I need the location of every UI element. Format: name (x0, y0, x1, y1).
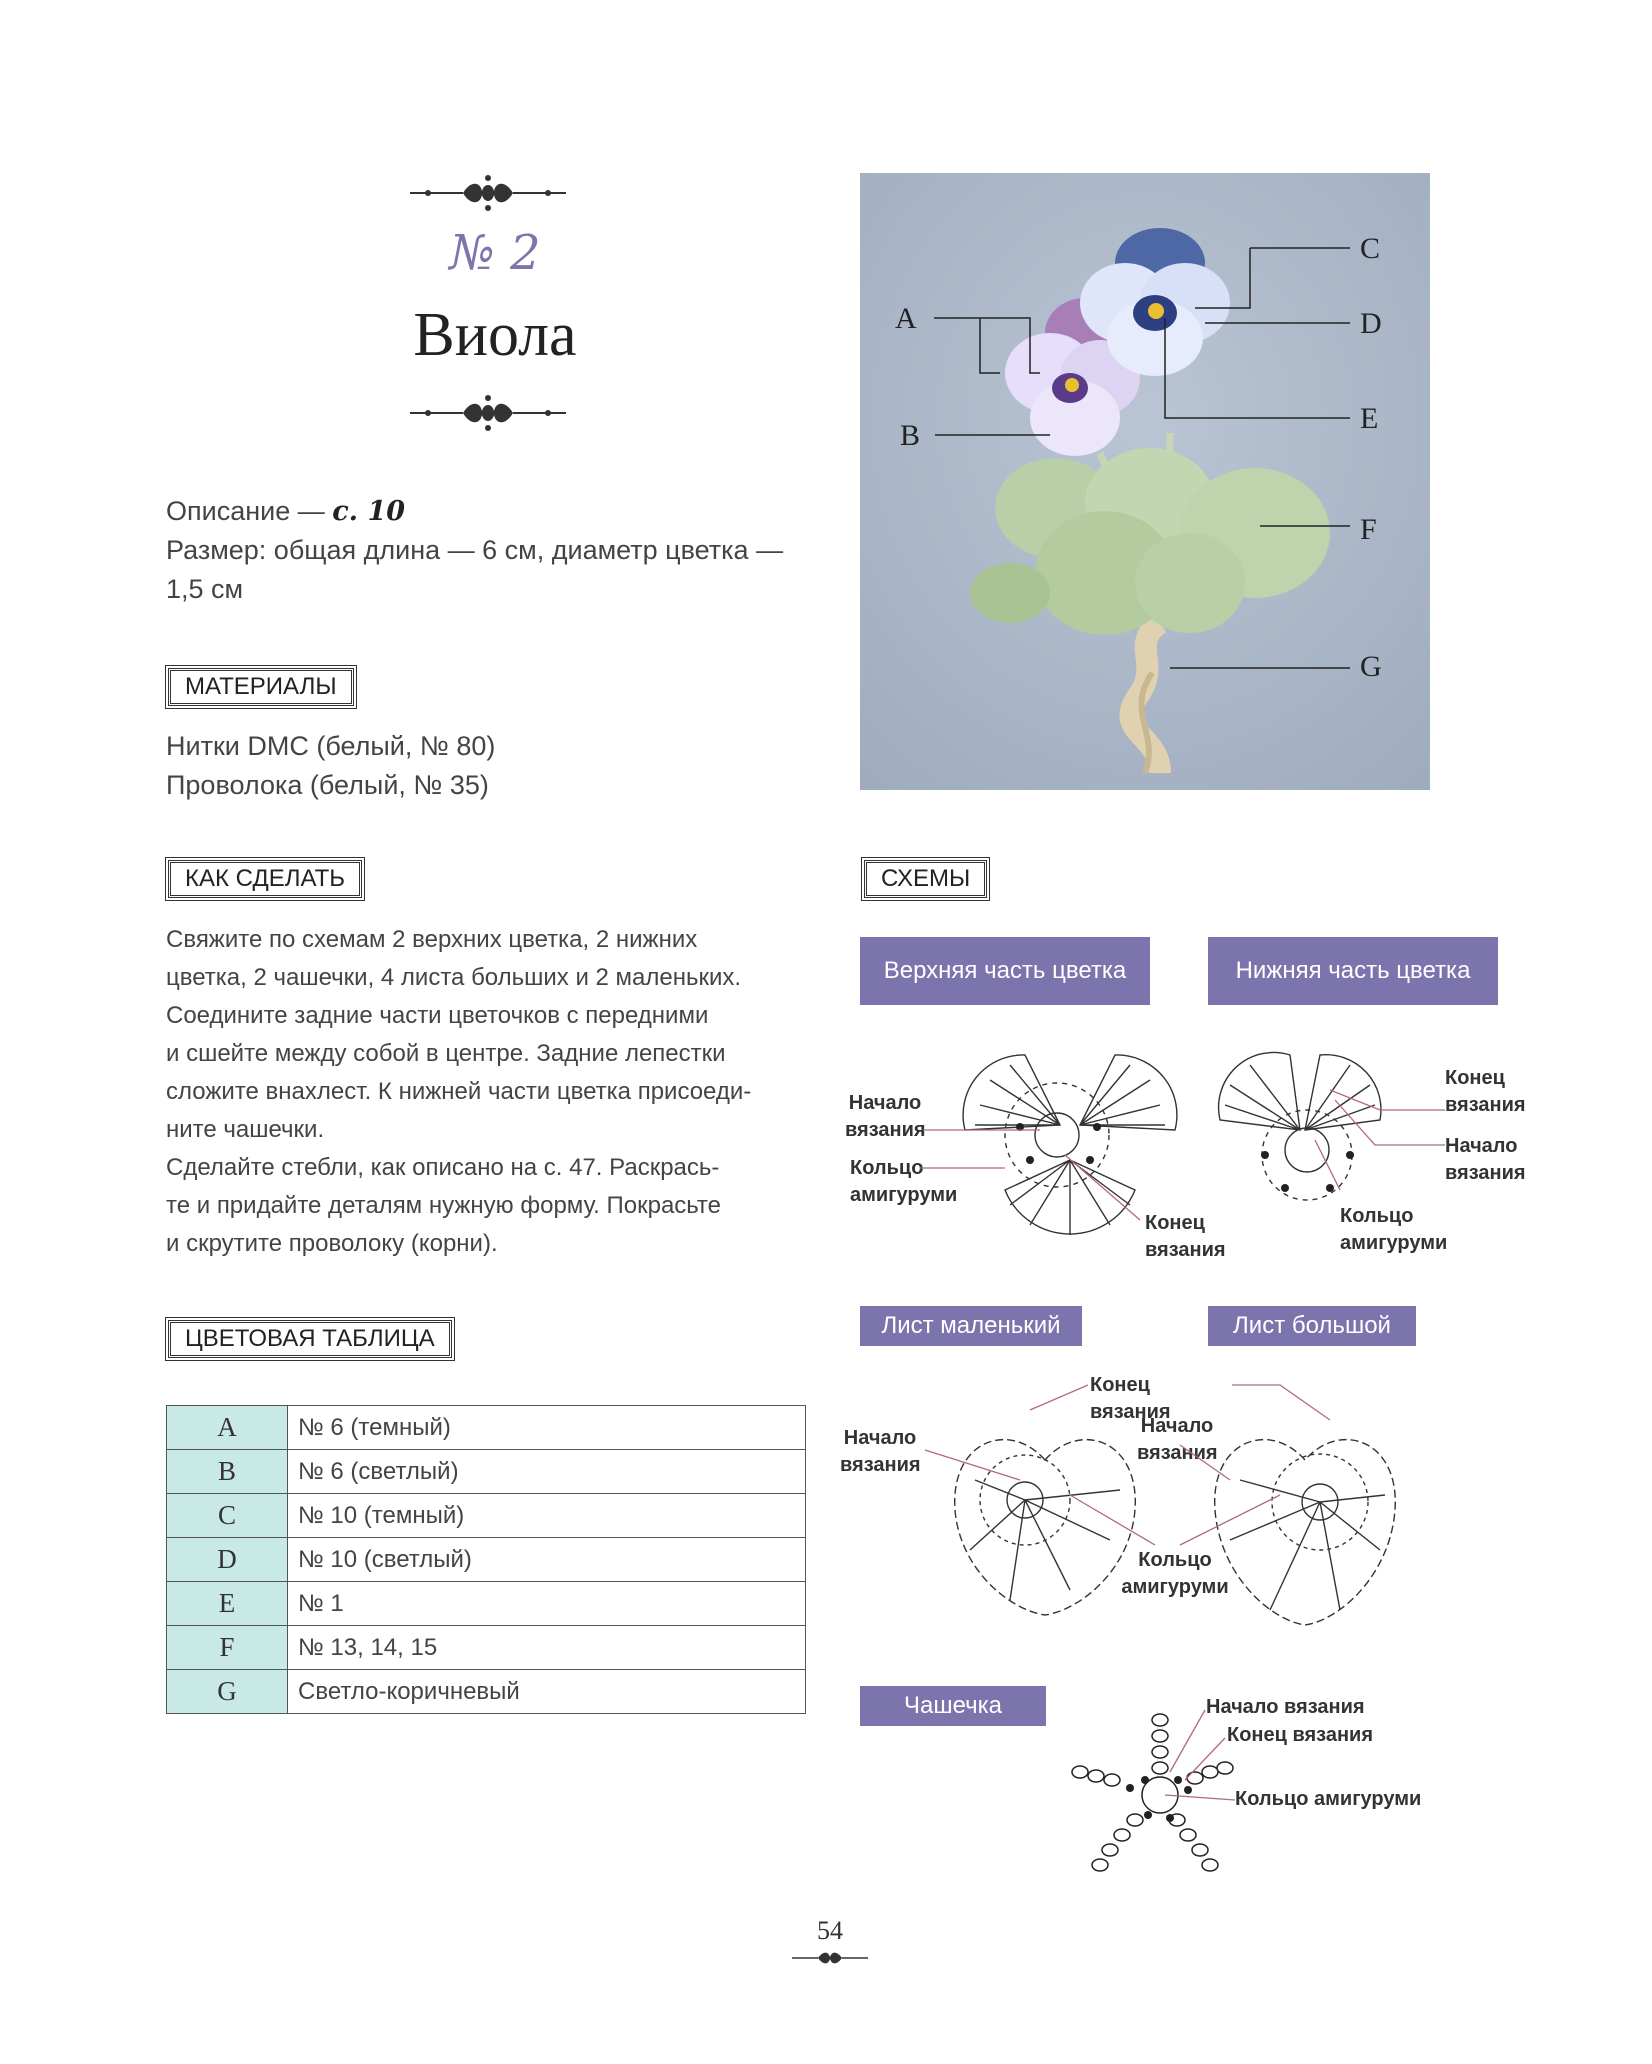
materials-heading: МАТЕРИАЛЫ (168, 668, 354, 706)
color-value: № 1 (288, 1582, 806, 1626)
howto-line: цветка, 2 чашечки, 4 листа больших и 2 маленьких. (166, 964, 742, 991)
size-line-2: 1,5 см (166, 574, 244, 604)
lower-start-label: Начало вязания (1445, 1135, 1526, 1184)
table-row (167, 1670, 806, 1714)
cup-heading: Чашечка (860, 1686, 1046, 1726)
small-start-label: Начало вязания (840, 1427, 921, 1476)
table-row (167, 1406, 806, 1450)
color-key: E (167, 1582, 288, 1626)
table-row (167, 1450, 806, 1494)
photo-label-b: B (900, 419, 921, 452)
page-number: 54 (817, 1916, 843, 1945)
color-value: № 6 (светлый) (288, 1450, 806, 1494)
color-key: F (167, 1626, 288, 1670)
big-start-label: Начало вязания (1137, 1415, 1218, 1464)
table-row (167, 1626, 806, 1670)
leaf-big-heading: Лист большой (1208, 1306, 1416, 1346)
howto-line: Соедините задние части цветочков с передними (166, 1002, 709, 1029)
description-line (166, 492, 405, 531)
photo-label-g: G (1360, 650, 1382, 683)
photo-label-d: D (1360, 307, 1382, 340)
schemes-heading: СХЕМЫ (864, 860, 987, 898)
howto-line: Сделайте стебли, как описано на с. 47. Раскрась- (166, 1154, 720, 1181)
photo-label-f: F (1360, 513, 1377, 546)
color-key: G (167, 1670, 288, 1714)
cup-end-label: Конец вязания (1227, 1724, 1374, 1746)
photo-label-c: C (1360, 232, 1381, 265)
howto-line: сложите внахлест. К нижней части цветка присоеди- (166, 1078, 752, 1105)
upper-part-heading: Верхняя часть цветка (860, 937, 1150, 1005)
color-value: № 10 (светлый) (288, 1538, 806, 1582)
pattern-number: № 2 (449, 225, 541, 281)
color-key: C (167, 1494, 288, 1538)
howto-line: и скрутите проволоку (корни). (166, 1230, 498, 1257)
cup-start-label: Начало вязания (1206, 1696, 1365, 1718)
description-prefix: Описание — (166, 496, 333, 526)
cup-ring-label: Кольцо амигуруми (1235, 1788, 1422, 1810)
howto-heading: КАК СДЕЛАТЬ (168, 860, 362, 898)
materials-line-2: Проволока (белый, № 35) (166, 770, 489, 800)
leaf-small-heading: Лист маленький (860, 1306, 1082, 1346)
description-page-ref: с. 10 (332, 496, 406, 527)
top-ornament (408, 173, 568, 213)
color-table (166, 1405, 806, 1714)
photo-callout-lines (860, 173, 1430, 790)
leaf-end-label: Конец вязания (1090, 1374, 1171, 1423)
howto-line: Свяжите по схемам 2 верхних цветка, 2 нижних (166, 926, 698, 953)
title-bottom-ornament (408, 393, 568, 433)
upper-ring-label: Кольцо амигуруми (850, 1157, 958, 1206)
leaf-ring-label: Кольцо амигуруми (1121, 1549, 1229, 1598)
table-row (167, 1538, 806, 1582)
color-key: D (167, 1538, 288, 1582)
howto-line: те и придайте деталям нужную форму. Покрасьте (166, 1192, 721, 1219)
color-value: № 13, 14, 15 (288, 1626, 806, 1670)
color-value: Светло-коричневый (288, 1670, 806, 1714)
page-title: Виола (413, 301, 577, 369)
materials-line-1: Нитки DMC (белый, № 80) (166, 731, 496, 761)
color-value: № 10 (темный) (288, 1494, 806, 1538)
howto-line: и сшейте между собой в центре. Задние лепестки (166, 1040, 726, 1067)
table-row (167, 1494, 806, 1538)
size-line-1: Размер: общая длина — 6 см, диаметр цветка — (166, 535, 784, 565)
lower-end-label: Конец вязания (1445, 1067, 1526, 1116)
upper-end-label: Конец вязания (1145, 1212, 1226, 1261)
color-value: № 6 (темный) (288, 1406, 806, 1450)
howto-line: ните чашечки. (166, 1116, 325, 1143)
color-table-heading: ЦВЕТОВАЯ ТАБЛИЦА (168, 1320, 452, 1358)
photo-label-e: E (1360, 402, 1379, 435)
upper-start-label: Начало вязания (845, 1092, 926, 1141)
cup-annotation-lines (1165, 1700, 1245, 1810)
lower-annotation-lines (1300, 1080, 1450, 1200)
color-key: A (167, 1406, 288, 1450)
lower-ring-label: Кольцо амигуруми (1340, 1205, 1448, 1254)
photo-label-a: A (895, 302, 917, 335)
table-row (167, 1582, 806, 1626)
color-key: B (167, 1450, 288, 1494)
howto-text (166, 921, 816, 1263)
leaf-annotation-lines (920, 1380, 1340, 1580)
upper-annotation-lines (920, 1120, 1140, 1230)
footer-ornament (790, 1950, 870, 1966)
lower-part-heading: Нижняя часть цветка (1208, 937, 1498, 1005)
